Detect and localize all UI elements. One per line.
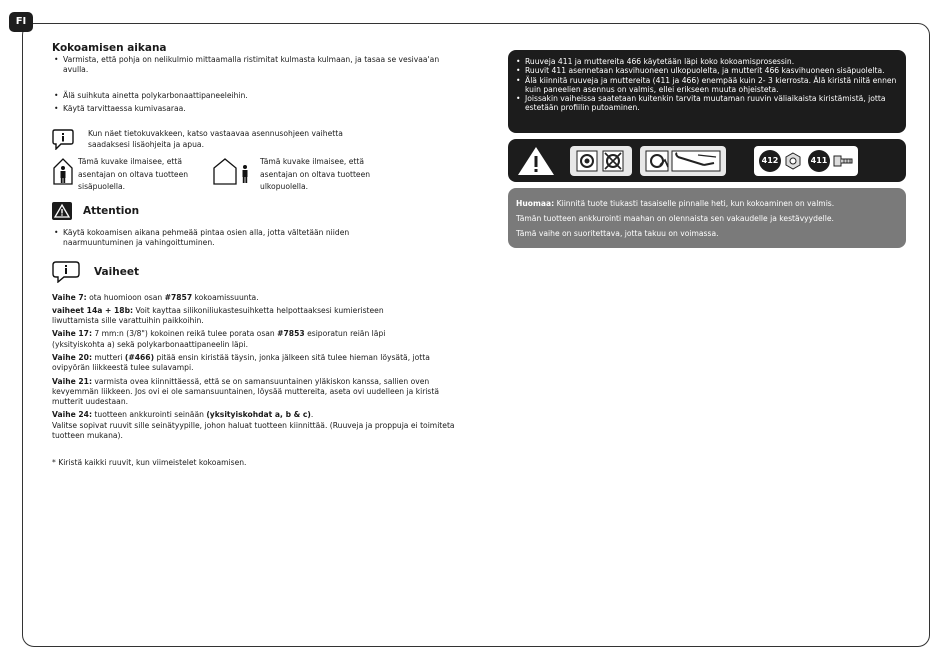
screw-nut-icon [575, 149, 627, 173]
steps-list [52, 293, 472, 442]
step-item [52, 329, 397, 350]
step-text: ota huomioon osan [86, 292, 165, 302]
warning-triangle-icon [52, 202, 72, 220]
step-bold: (#466) [124, 352, 155, 362]
attention-bullets [52, 228, 472, 248]
info-icon [52, 128, 74, 150]
step-label: Vaihe 20: [52, 352, 92, 362]
step-item [52, 377, 464, 408]
note-line-3: Tämä vaihe on suoritettava, jotta takuu on voimassa. [516, 229, 719, 238]
part-411-badge: 411 [808, 150, 830, 172]
warning-triangle-icon [516, 145, 556, 177]
step-item [52, 306, 392, 327]
step-text: . [310, 410, 314, 420]
step-bold: #7857 [164, 292, 193, 302]
wrench-icon [644, 149, 722, 173]
footnote: * Kiristä kaikki ruuvit, kun viimeistelet kokoamisen. [52, 458, 247, 468]
screw-nut-panel [570, 146, 632, 176]
left-column [52, 42, 472, 467]
attention-heading [52, 202, 472, 220]
outside-indicator [212, 156, 372, 194]
position-icons-row [52, 156, 472, 194]
step-label: Vaihe 17: [52, 329, 92, 339]
screw-info-box [508, 50, 906, 133]
inside-note: Tämä kuvake ilmaisee, että asentajan on oltava tuotteen sisäpuolella. [78, 157, 189, 191]
step-item [52, 353, 442, 374]
bolt-icon [833, 152, 853, 170]
list-item: • Älä kiinnitä ruuveja ja muttereita (411 ja 466) enempää kuin 2- 3 kierrosta. Älä kiristä niitä ennen kuin paneelien asennus on valmis, ellei erikseen muuta ohjeisteta. [514, 76, 898, 95]
info-note-text: Kun näet tietokuvakkeen, katso vastaavaa asennusohjeen vaihetta saadaksesi lisäohjeita ja apua. [88, 129, 343, 149]
list-item: • Älä suihkuta ainetta polykarbonaattipaneeleihin. [52, 91, 472, 101]
step-label: Vaihe 21: [52, 376, 92, 386]
list-item: • Ruuvit 411 asennetaan kasvihuoneen ulkopuolelta, ja mutterit 466 kasvihuoneen sisäpuolelta. [514, 66, 898, 75]
step-label: Vaihe 7: [52, 292, 87, 302]
hardware-icon-strip [508, 139, 906, 182]
part-412-badge: 412 [759, 150, 781, 172]
attention-title: Attention [83, 204, 140, 217]
part-numbers-panel [754, 146, 858, 176]
list-item: • Ruuveja 411 ja muttereita 466 käytetään läpi koko kokoamisprosessin. [514, 57, 898, 66]
note-label: Huomaa: [516, 199, 555, 208]
assembly-bullets-a [52, 55, 472, 75]
info-note-row [52, 128, 472, 150]
person-outside-icon [212, 156, 256, 186]
step-text: tuotteen ankkurointi seinään [92, 410, 207, 420]
note-box [508, 188, 906, 248]
nut-icon [784, 152, 802, 170]
step-label: vaiheet 14a + 18b: [52, 305, 134, 315]
list-item: • Varmista, että pohja on nelikulmio mittaamalla ristimitat kulmasta kulmaan, ja tasaa se vesivaa'an avulla. [52, 55, 443, 75]
language-tab: FI [9, 12, 33, 32]
step-item [52, 293, 472, 303]
step-bold: #7853 [277, 329, 305, 339]
step-text: 7 mm:n (3/8") kokoinen reikä tulee porata osan [92, 329, 278, 339]
tool-panel [640, 146, 726, 176]
step-item [52, 410, 472, 420]
outside-note: Tämä kuvake ilmaisee, että asentajan on oltava tuotteen ulkopuolella. [260, 157, 371, 191]
screw-info-bullets [514, 57, 898, 113]
steps-heading [52, 261, 472, 283]
step-text: mutteri [92, 352, 125, 362]
list-item: • Käytä tarvittaessa kumivasaraa. [52, 104, 472, 114]
person-inside-icon [52, 156, 74, 186]
assembly-bullets-b [52, 91, 472, 114]
steps-title: Vaiheet [94, 265, 139, 278]
note-text: Kiinnitä tuote tiukasti tasaiselle pinnalle heti, kun kokoaminen on valmis. [554, 199, 835, 208]
step-text: Voit kayttaa silikoniliukastesuihketta helpottaaksesi kumieristeen liwuttamista sille varattuihin paikkoihin. [52, 305, 384, 326]
step-text: varmista ovea kiinnittäessä, että se on samansuuntainen yläkiskon kanssa, sallien oven kevyemmän liikkeen. Jos ovi ei ole samansuuntainen, löysää muttereita, aseta ovi uudelleen ja kiristä mutterit uudestaan. [52, 376, 440, 407]
right-column [508, 50, 906, 248]
info-icon [52, 261, 80, 283]
step-label: Vaihe 24: [52, 410, 92, 420]
note-line-2: Tämän tuotteen ankkurointi maahan on olennaista sen vakaudelle ja kestävyydelle. [516, 214, 834, 223]
step-final-text: Valitse sopivat ruuvit sille seinätyypille, johon haluat tuotteen kiinnittää. (Ruuveja ja proppuja ei toimiteta tuotteen mukana). [52, 420, 455, 441]
step-text: esiporatun reiän läpi (yksityiskohta a) sekä polykarbonaattipaneelin läpi. [52, 329, 386, 349]
list-item: • Käytä kokoamisen aikana pehmeää pintaa osien alla, jotta vältetään niiden naarmuuntuminen ja vahingoittuminen. [52, 228, 393, 248]
step-text: kokoamissuunta. [192, 292, 259, 302]
assembly-title: Kokoamisen aikana [52, 42, 167, 54]
inside-indicator [52, 156, 212, 194]
list-item: • Joissakin vaiheissa saatetaan kuitenkin tarvita muutaman ruuvin väliaikaista kiristämistä, jotta estetään profiilin putoaminen. [514, 94, 898, 113]
step-bold: (yksityiskohdat a, b & c) [206, 410, 311, 420]
step-text: pitää ensin kiristää täysin, jonka jälkeen sitä tulee hieman löysätä, jotta ovipyörän liikkeestä tulee sulavampi. [52, 352, 430, 373]
note-line-1 [516, 196, 898, 211]
